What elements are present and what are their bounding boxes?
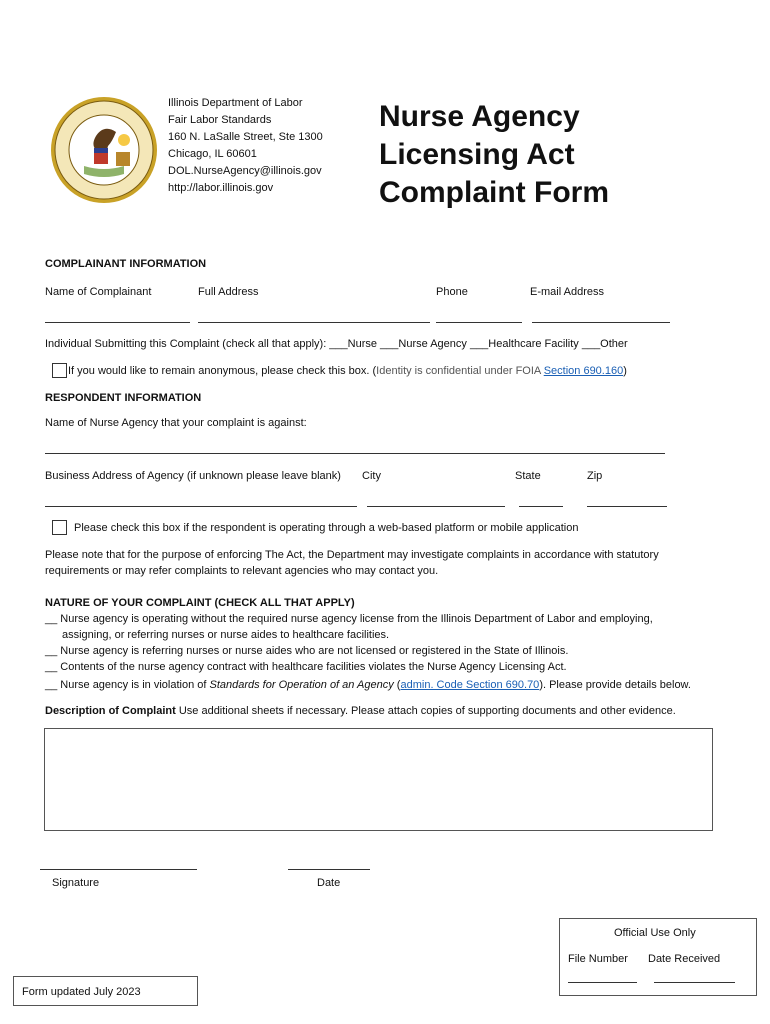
anonymous-text: If you would like to remain anonymous, please check this box. (Identity is confidential under FOIA Section 690.160) — [68, 365, 627, 377]
agency-name: Illinois Department of Labor — [168, 97, 303, 109]
agency-website[interactable]: http://labor.illinois.gov — [168, 182, 274, 194]
note-line-1: Please note that for the purpose of enforcing The Act, the Department may investigate complaints in accordance with statutory — [45, 549, 659, 561]
label-complainant-name: Name of Complainant — [45, 286, 152, 298]
label-state: State — [515, 470, 541, 482]
official-use-heading: Official Use Only — [614, 927, 696, 939]
form-title — [379, 98, 609, 212]
foia-section-link[interactable]: Section 690.160 — [543, 365, 624, 377]
phone-field[interactable] — [436, 322, 522, 323]
nature-item-1-cont: assigning, or referring nurses or nurse aides to healthcare facilities. — [62, 629, 390, 641]
date-received-field[interactable] — [654, 982, 735, 983]
respondent-heading: RESPONDENT INFORMATION — [45, 392, 202, 404]
title-line-3: Complaint Form — [379, 176, 609, 209]
signature-field[interactable] — [40, 869, 197, 870]
date-received-label: Date Received — [648, 953, 721, 965]
label-phone: Phone — [436, 286, 468, 298]
illinois-state-seal — [50, 96, 158, 204]
complainant-name-field[interactable] — [45, 322, 190, 323]
signature-label: Signature — [52, 877, 100, 889]
agency-street: 160 N. LaSalle Street, Ste 1300 — [168, 131, 323, 143]
label-full-address: Full Address — [198, 286, 259, 298]
full-address-field[interactable] — [198, 322, 430, 323]
description-label: Description of Complaint Use additional sheets if necessary. Please attach copies of supporting documents and other evidence. — [45, 705, 676, 717]
date-field[interactable] — [288, 869, 370, 870]
admin-code-link[interactable]: admin. Code Section 690.70 — [400, 679, 540, 691]
web-platform-checkbox[interactable] — [52, 520, 67, 535]
label-agency-name: Name of Nurse Agency that your complaint is against: — [45, 417, 307, 429]
nature-item-1[interactable]: __ Nurse agency is operating without the required nurse agency license from the Illinois Department of Labor and employing, — [45, 613, 653, 625]
nature-item-2[interactable]: __ Nurse agency is referring nurses or nurse aides who are not licensed or registered in the State of Illinois. — [45, 645, 569, 657]
city-field[interactable] — [367, 506, 505, 507]
nature-item-4[interactable]: __ Nurse agency is in violation of Standards for Operation of an Agency (admin. Code Section 690.70). Please provide details below. — [45, 679, 691, 691]
agency-name-field[interactable] — [45, 453, 665, 454]
web-platform-text: Please check this box if the respondent is operating through a web-based platform or mobile application — [74, 522, 579, 534]
title-line-2: Licensing Act — [379, 138, 575, 171]
label-business-address: Business Address of Agency (if unknown please leave blank) — [45, 470, 341, 482]
note-line-2: requirements or may refer complaints to relevant agencies who may contact you. — [45, 565, 439, 577]
business-address-field[interactable] — [45, 506, 357, 507]
email-field[interactable] — [532, 322, 670, 323]
file-number-label: File Number — [568, 953, 628, 965]
agency-contact-block — [168, 95, 323, 197]
state-field[interactable] — [519, 506, 563, 507]
nature-heading: NATURE OF YOUR COMPLAINT (CHECK ALL THAT APPLY) — [45, 597, 355, 609]
submitter-type-line[interactable]: Individual Submitting this Complaint (check all that apply): ___Nurse ___Nurse Agency ___Healthcare Facility ___Other — [45, 338, 628, 350]
label-zip: Zip — [587, 470, 603, 482]
file-number-field[interactable] — [568, 982, 637, 983]
agency-email[interactable]: DOL.NurseAgency@illinois.gov — [168, 165, 322, 177]
label-city: City — [362, 470, 381, 482]
agency-city: Chicago, IL 60601 — [168, 148, 257, 160]
description-textarea[interactable] — [44, 728, 713, 831]
form-updated-text: Form updated July 2023 — [22, 986, 141, 998]
date-label: Date — [317, 877, 341, 889]
anonymous-checkbox[interactable] — [52, 363, 67, 378]
title-line-1: Nurse Agency — [379, 100, 580, 133]
complainant-heading: COMPLAINANT INFORMATION — [45, 258, 207, 270]
label-email: E-mail Address — [530, 286, 604, 298]
zip-field[interactable] — [587, 506, 667, 507]
agency-division: Fair Labor Standards — [168, 114, 272, 126]
nature-item-3[interactable]: __ Contents of the nurse agency contract with healthcare facilities violates the Nurse Agency Licensing Act. — [45, 661, 567, 673]
